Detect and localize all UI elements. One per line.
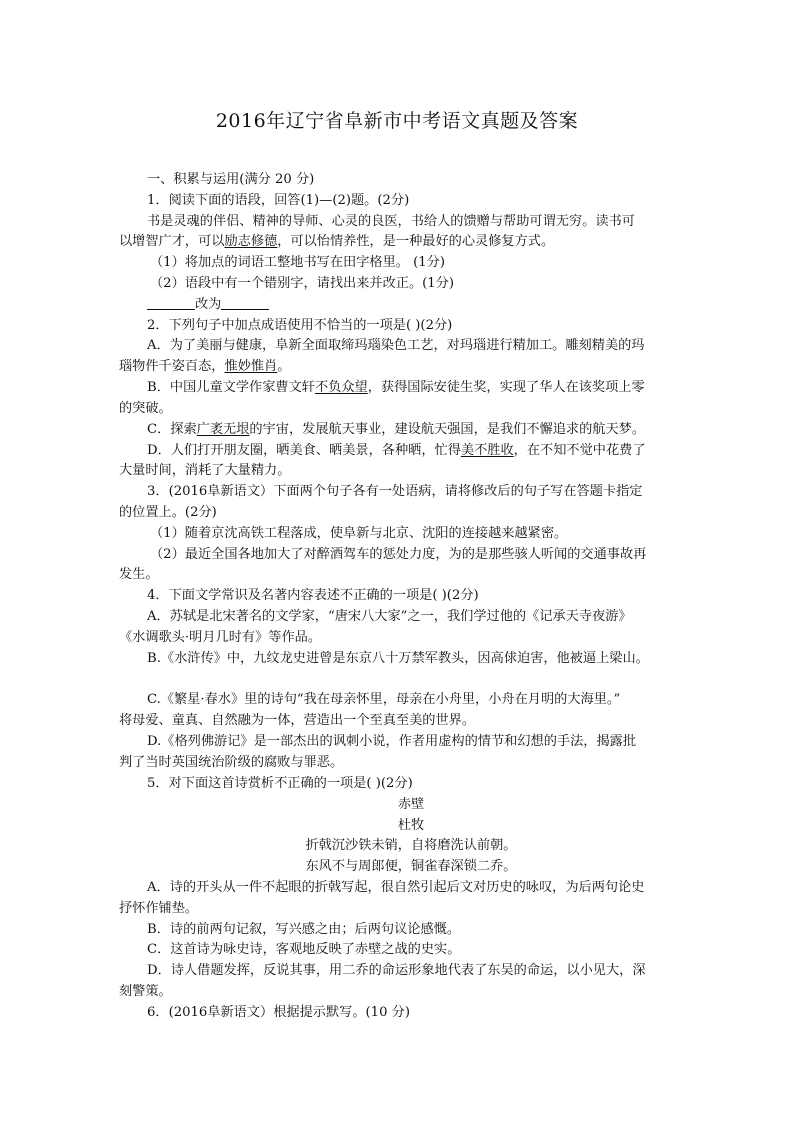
q4-option-d-line1: D.《格列佛游记》是一部杰出的讽刺小说，作者用虚构的情节和幻想的手法，揭露批 — [147, 734, 637, 749]
q5-option-d-line1: D．诗人借题发挥，反说其事，用二乔的命运形象地代表了东吴的命运，以小见大，深 — [147, 963, 646, 978]
q3-sentence2-line1: （2）最近全国各地加大了对醉酒驾车的惩处力度，为的是那些骇人听闻的交通事故再 — [150, 547, 647, 562]
q2-option-b-line1: B．中国儿童文学作家曹文轩不负众望，获得国际安徒生奖，实现了华人在该奖项上零 — [147, 380, 645, 395]
q2-option-a-line1: A．为了美丽与健康，阜新全面取缔玛瑙染色工艺，对玛瑙进行精加工。雕刻精美的玛 — [147, 338, 645, 353]
q4-option-c-line1: C.《繁星·春水》里的诗句“我在母亲怀里，母亲在小舟里，小舟在月明的大海里。” — [147, 692, 621, 707]
document-title: 2016年辽宁省阜新市中考语文真题及答案 — [215, 110, 579, 132]
q2-option-b-line2: 的突破。 — [119, 401, 172, 416]
q2-stem: 2．下列句子中加点成语使用不恰当的一项是( )(2分) — [147, 318, 453, 333]
underlined-phrase: 不负众望 — [314, 380, 368, 395]
q1-sub2: （2）语段中有一个错别字，请找出来并改正。(1分) — [150, 276, 455, 291]
q2-option-d-line2: 大量时间，消耗了大量精力。 — [119, 463, 291, 478]
poem-author: 杜牧 — [397, 818, 425, 833]
q3-stem-line1: 3．(2016阜新语文）下面两个句子各有一处语病，请将修改后的句子写在答题卡指定 — [147, 484, 643, 499]
underlined-phrase: 励志修德 — [224, 234, 278, 249]
q5-option-a-line2: 抒怀作铺垫。 — [119, 901, 199, 916]
q2-option-d-line1: D．人们打开朋友圈，晒美食、晒美景，各种晒，忙得美不胜收，在不知不觉中花费了 — [147, 443, 646, 458]
q1-stem: 1．阅读下面的语段，回答(1)—(2)题。(2分) — [147, 193, 410, 208]
q3-sentence2-line2: 发生。 — [119, 567, 159, 582]
q5-option-a-line1: A．诗的开头从一件不起眼的折戟写起，很自然引起后文对历史的咏叹，为后两句论史 — [147, 880, 645, 895]
q2-option-a-line2: 瑙物件千姿百态，惟妙惟肖。 — [119, 359, 291, 374]
q1-passage-line2: 以增智广才，可以励志修德，可以怡情养性，是一种最好的心灵修复方式。 — [119, 234, 555, 249]
underlined-phrase: 惟妙惟肖 — [224, 359, 278, 374]
q5-option-b: B．诗的前两句记叙，写兴感之由；后两句议论感慨。 — [147, 922, 461, 937]
q1-passage-line1: 书是灵魂的伴侣、精神的导师、心灵的良医，书给人的馈赠与帮助可谓无穷。读书可 — [147, 214, 635, 229]
poem-line2: 东风不与周郎便，铜雀春深锁二乔。 — [305, 859, 517, 874]
underlined-phrase: 广袤无垠 — [196, 422, 250, 437]
underlined-phrase: 美不胜收 — [460, 443, 514, 458]
q4-option-a-line2: 《水调歌头·明月几时有》等作品。 — [119, 630, 322, 645]
answer-blank — [147, 295, 195, 310]
q4-option-d-line2: 判了当时英国统治阶级的腐败与罪恶。 — [119, 755, 344, 770]
section-heading: 一、积累与运用(满分 20 分) — [147, 172, 315, 187]
q3-stem-line2: 的位置上。(2分) — [119, 505, 217, 520]
q4-option-b: B.《水浒传》中，九纹龙史进曾是东京八十万禁军教头，因高俅迫害，他被逼上梁山。 — [147, 651, 649, 666]
q2-option-c: C．探索广袤无垠的宇宙，发展航天事业，建设航天强国，是我们不懈追求的航天梦。 — [147, 422, 646, 437]
q4-option-a-line1: A．苏轼是北宋著名的文学家，“唐宋八大家”之一，我们学过他的《记承天寺夜游》 — [147, 609, 632, 624]
q6-stem: 6．(2016阜新语文）根据提示默写。(10 分) — [147, 1005, 410, 1020]
q4-stem: 4．下面文学常识及名著内容表述不正确的一项是( )(2分) — [147, 588, 479, 603]
poem-title: 赤壁 — [397, 797, 425, 812]
q1-fix-line: 改为 — [147, 295, 707, 315]
q4-option-c-line2: 将母爱、童真、自然融为一体，营造出一个至真至美的世界。 — [119, 713, 476, 728]
q5-option-d-line2: 刻警策。 — [119, 984, 172, 999]
q5-stem: 5．对下面这首诗赏析不正确的一项是( )(2分) — [147, 776, 413, 791]
q1-sub1: （1）将加点的词语工整地书写在田字格里。 (1分) — [150, 255, 446, 270]
q5-option-c: C．这首诗为咏史诗，客观地反映了赤壁之战的史实。 — [147, 942, 461, 957]
poem-line1: 折戟沉沙铁未销，自将磨洗认前朝。 — [305, 838, 517, 853]
q3-sentence1: （1）随着京沈高铁工程落成，使阜新与北京、沈阳的连接越来越紧密。 — [150, 526, 568, 541]
answer-blank — [221, 295, 269, 310]
